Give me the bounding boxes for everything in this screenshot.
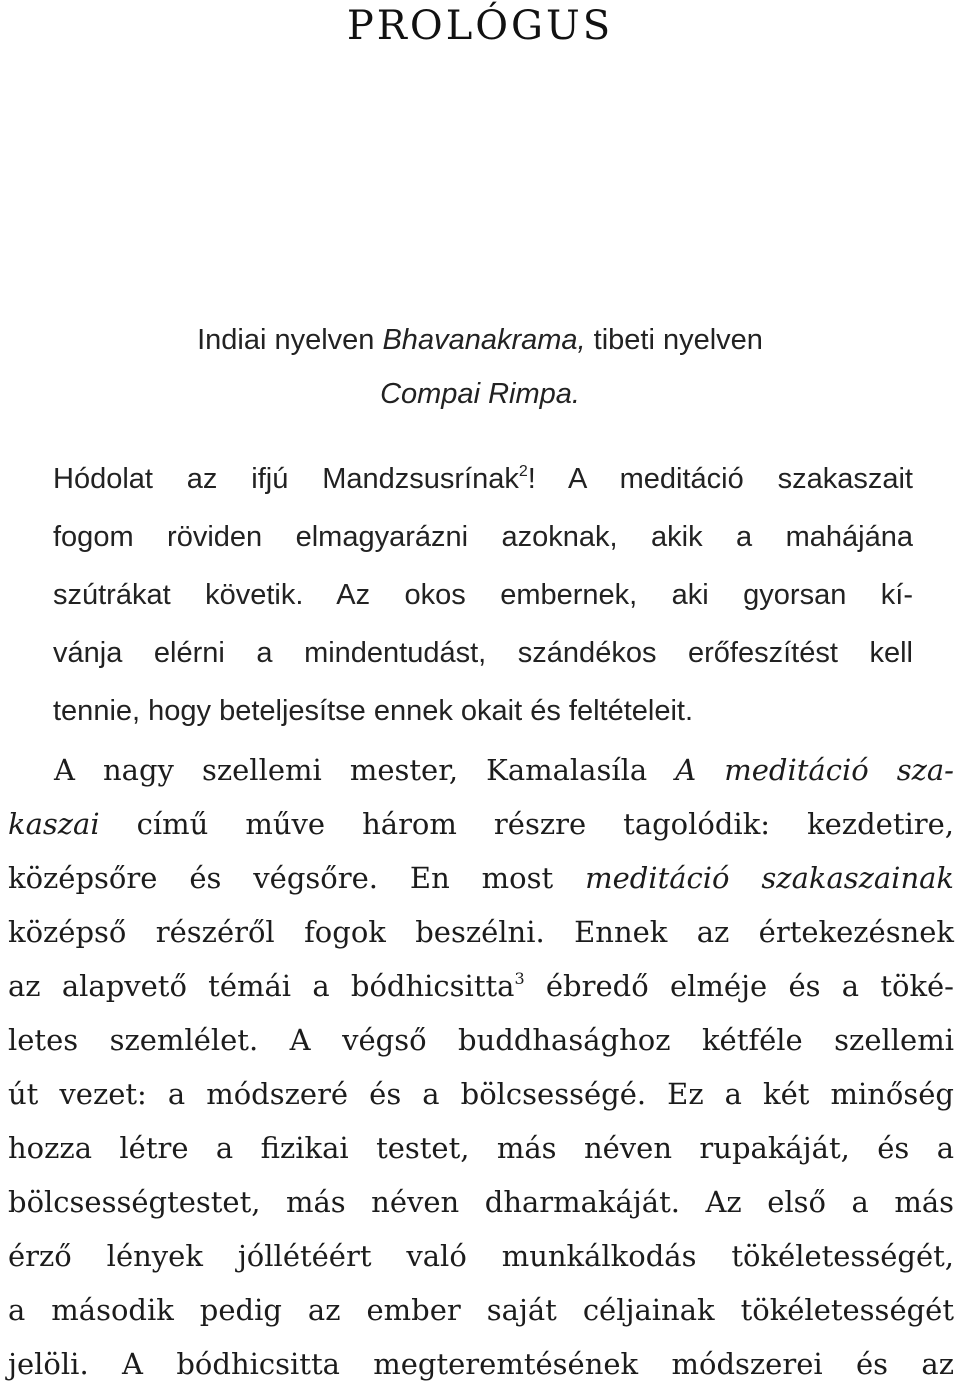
footnote-marker: 2 [518, 463, 528, 480]
paragraph-dedication [53, 450, 913, 740]
text-line: jelöli. A bódhicsitta megteremtésének módszerei és az [8, 1347, 954, 1381]
text-segment: A nagy szellemi mester, Kamalasíla [54, 753, 676, 787]
book-title: kaszai [8, 807, 100, 841]
text-segment: Hódolat az ifjú Mandzsusrínak [53, 463, 519, 495]
text-line: út vezet: a módszeré és a bölcsességé. Ez a két minőség [8, 1077, 954, 1111]
text-segment: középsőre és végsőre. En most [8, 861, 586, 895]
intro-prefix: Indiai nyelven [197, 324, 383, 356]
text-line: hozza létre a fizikai testet, más néven rupakáját, és a [8, 1131, 954, 1165]
footnote-marker: 3 [514, 969, 525, 988]
intro-line-2 [0, 378, 960, 411]
text-segment: című műve három részre tagolódik: kezdetire, [99, 807, 954, 841]
text-line [8, 797, 954, 851]
text-line: szútrákat követik. Az okos embernek, aki gyorsan kí- [53, 579, 913, 611]
text-line: vánja elérni a mindentudást, szándékos erőfeszítést kell [53, 637, 913, 669]
chapter-title: PROLÓGUS [346, 3, 614, 49]
sanskrit-title: Bhavanakrama, [382, 324, 586, 356]
intro-line-1 [0, 324, 960, 357]
book-title: A meditáció sza- [675, 753, 954, 787]
tibetan-title: Compai Rimpa. [380, 378, 580, 410]
book-title: meditáció szakaszainak [585, 861, 954, 895]
text-line [53, 450, 913, 508]
text-line [8, 851, 954, 905]
text-segment: ! A meditáció szakaszait [527, 463, 913, 495]
text-line: fogom röviden elmagyarázni azoknak, akik a mahájána [53, 521, 913, 553]
text-line: letes szemlélet. A végső buddhasághoz kétféle szellemi [8, 1023, 954, 1057]
text-line [8, 959, 954, 1013]
text-line: középső részéről fogok beszélni. Ennek az értekezésnek [8, 915, 954, 949]
text-line: a második pedig az ember saját céljainak tökéletességét [8, 1293, 954, 1327]
text-segment: az alapvető témái a bódhicsitta [8, 969, 515, 1003]
text-line: tennie, hogy beteljesítse ennek okait és feltételeit. [53, 695, 694, 727]
text-segment: ébredő elméje és a töké- [524, 969, 954, 1003]
text-line: érző lények jóllétéért való munkálkodás tökéletességét, [8, 1239, 954, 1273]
text-line [8, 743, 954, 797]
paragraph-main [8, 743, 954, 1391]
text-line: bölcsességtestet, más néven dharmakáját. Az első a más [8, 1185, 954, 1219]
intro-mid: tibeti nyelven [585, 324, 763, 356]
